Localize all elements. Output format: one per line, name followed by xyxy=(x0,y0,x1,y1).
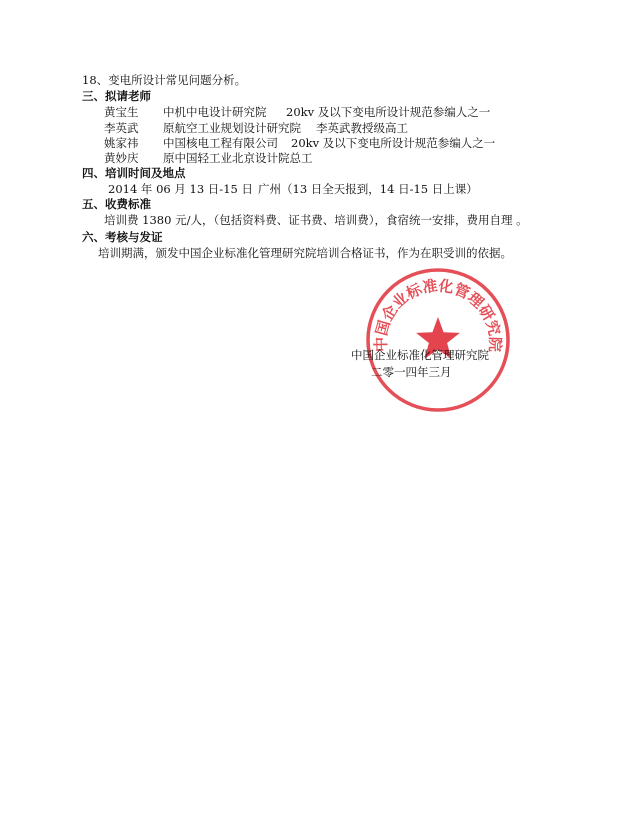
teacher-org: 原中国轻工业北京设计院总工 xyxy=(163,151,313,165)
training-place: 广州（13 日全天报到，14 日-15 日上课） xyxy=(258,182,478,196)
teacher-name: 黄妙庆 xyxy=(104,151,139,165)
signature-date: 二零一四年三月 xyxy=(371,365,452,379)
item-18: 18、变电所设计常见问题分析。 xyxy=(82,73,247,87)
teacher-org: 中机中电设计研究院 xyxy=(163,105,267,119)
teacher-name: 黄宝生 xyxy=(104,105,139,119)
fee-text: 培训费 1380 元/人，（包括资料费、证书费、培训费），食宿统一安排，费用自理 。 xyxy=(104,213,528,227)
teacher-note: 20kv 及以下变电所设计规范参编人之一 xyxy=(286,105,491,119)
official-seal xyxy=(363,265,513,415)
teacher-org: 中国核电工程有限公司 xyxy=(163,136,278,150)
teacher-org: 原航空工业规划设计研究院 xyxy=(163,121,301,135)
teacher-name: 李英武 xyxy=(104,121,139,135)
section-6-heading: 六、考核与发证 xyxy=(82,230,163,244)
training-date: 2014 年 06 月 13 日-15 日 xyxy=(108,182,253,196)
teacher-note: 李英武教授级高工 xyxy=(316,121,408,135)
seal-arc-text-path: 中国企业标准化管理研究院 xyxy=(371,276,505,353)
teacher-name: 姚家祎 xyxy=(104,136,139,150)
section-3-heading: 三、拟请老师 xyxy=(82,89,151,103)
section-5-heading: 五、收费标准 xyxy=(82,197,151,211)
certificate-text: 培训期满，颁发中国企业标准化管理研究院培训合格证书，作为在职受训的依据。 xyxy=(98,246,512,260)
signature-org: 中国企业标准化管理研究院 xyxy=(351,348,489,362)
teacher-note: 20kv 及以下变电所设计规范参编人之一 xyxy=(291,136,496,150)
section-4-heading: 四、培训时间及地点 xyxy=(82,166,186,180)
